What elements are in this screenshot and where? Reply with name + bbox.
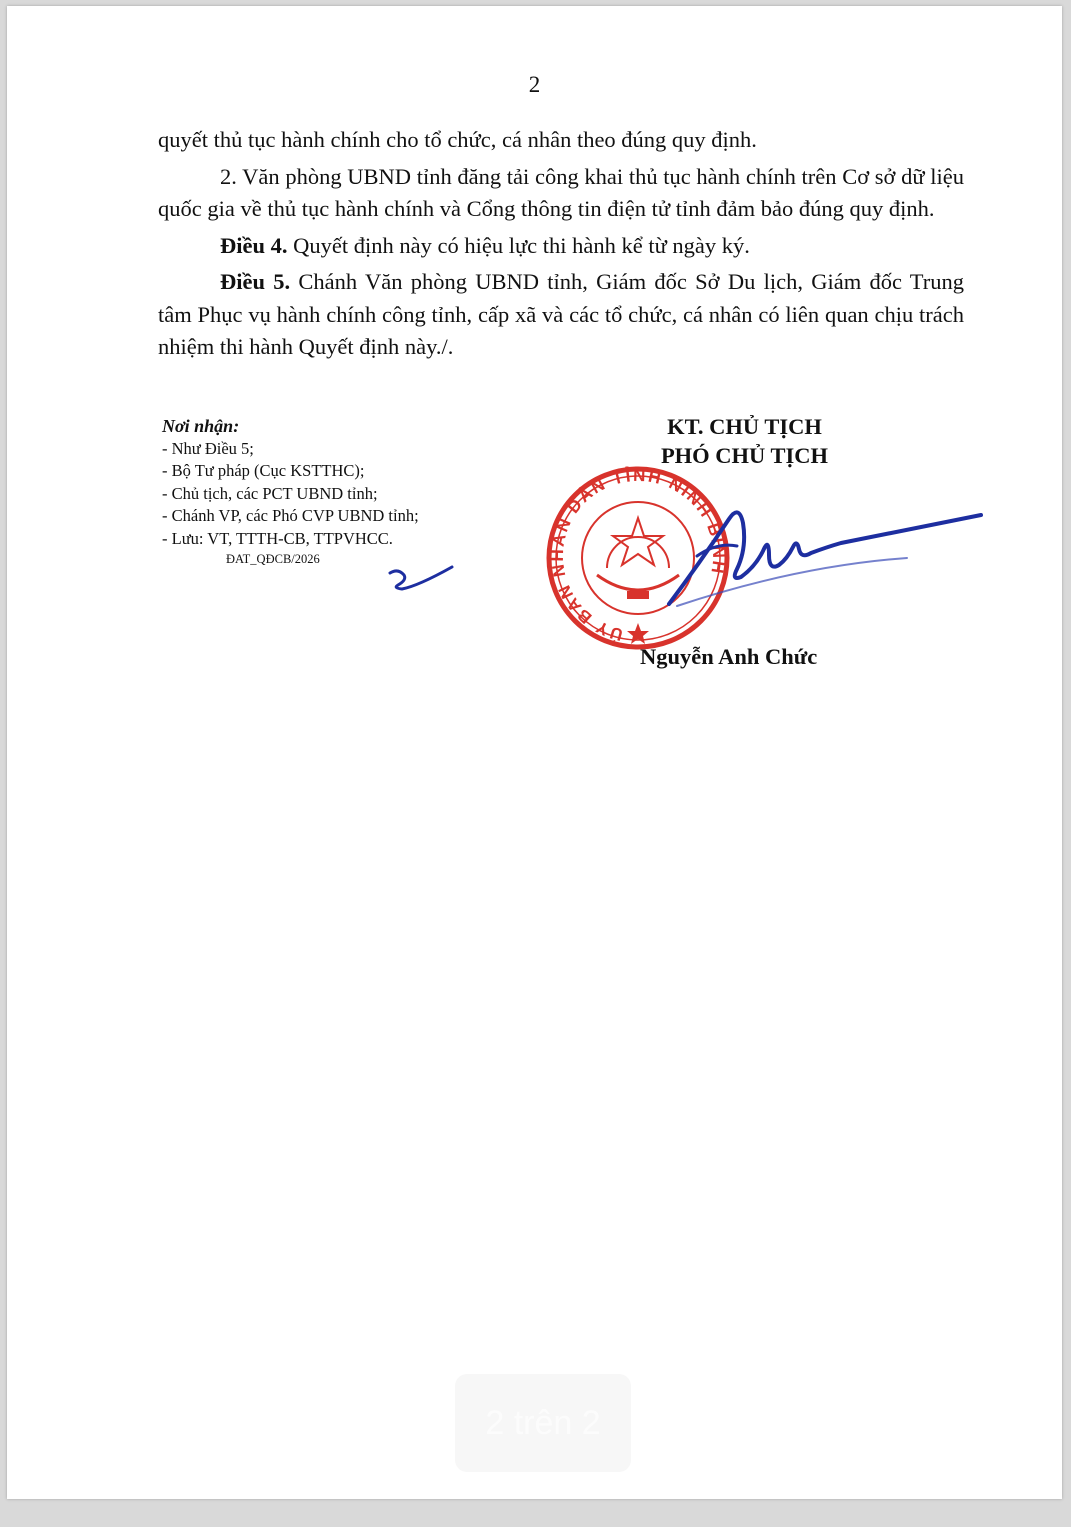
recipient-item: - Chủ tịch, các PCT UBND tỉnh; bbox=[162, 483, 378, 503]
article-4-text: Quyết định này có hiệu lực thi hành kể từ ngày ký. bbox=[287, 232, 750, 258]
recipient-item: - Như Điều 5; bbox=[162, 438, 254, 458]
paragraph-continuation: quyết thủ tục hành chính cho tổ chức, cá nhân theo đúng quy định. bbox=[158, 127, 757, 152]
article-4-label: Điều 4. bbox=[220, 232, 288, 258]
recipient-item: - Lưu: VT, TTTH-CB, TTPVHCC. bbox=[162, 528, 393, 548]
document-code: ĐAT_QĐCB/2026 bbox=[226, 552, 320, 566]
document-body bbox=[158, 124, 964, 368]
handwritten-signature-icon bbox=[657, 496, 987, 616]
article-5-label: Điều 5. bbox=[220, 269, 291, 294]
initial-mark-icon bbox=[382, 561, 462, 601]
signature-line-2: PHÓ CHỦ TỊCH bbox=[660, 443, 829, 468]
article-4 bbox=[158, 230, 964, 263]
article-5 bbox=[158, 266, 964, 364]
recipients-block bbox=[162, 415, 419, 568]
recipient-item: - Chánh VP, các Phó CVP UBND tỉnh; bbox=[162, 506, 419, 525]
recipient-item: - Bộ Tư pháp (Cục KSTTHC); bbox=[162, 461, 365, 480]
signature-title bbox=[607, 412, 882, 470]
signature-line-1: KT. CHỦ TỊCH bbox=[667, 414, 822, 439]
article-5-text: Chánh Văn phòng UBND tỉnh, Giám đốc Sở Du lịch, Giám đốc Trung tâm Phục vụ hành chính công tỉnh, cấp xã và các tổ chức, cá nhân có liên quan chịu trách nhiệm thi hành Quyết định này./. bbox=[158, 269, 965, 359]
document-page bbox=[7, 6, 1062, 1499]
recipients-title: Nơi nhận: bbox=[162, 416, 240, 436]
signer-name: Nguyễn Anh Chức bbox=[640, 644, 818, 669]
page-number: 2 bbox=[528, 72, 541, 97]
page-indicator: 2 trên 2 bbox=[455, 1374, 631, 1472]
paragraph-item-2: 2. Văn phòng UBND tỉnh đăng tải công khai thủ tục hành chính trên Cơ sở dữ liệu quốc gia về thủ tục hành chính và Cổng thông tin điện tử tỉnh đảm bảo đúng quy định. bbox=[158, 163, 964, 221]
svg-text:ỦY BAN NHÂN DÂN TỈNH NINH BÌNH: ỦY BAN NHÂN DÂN TỈNH NINH BÌNH bbox=[547, 465, 729, 645]
